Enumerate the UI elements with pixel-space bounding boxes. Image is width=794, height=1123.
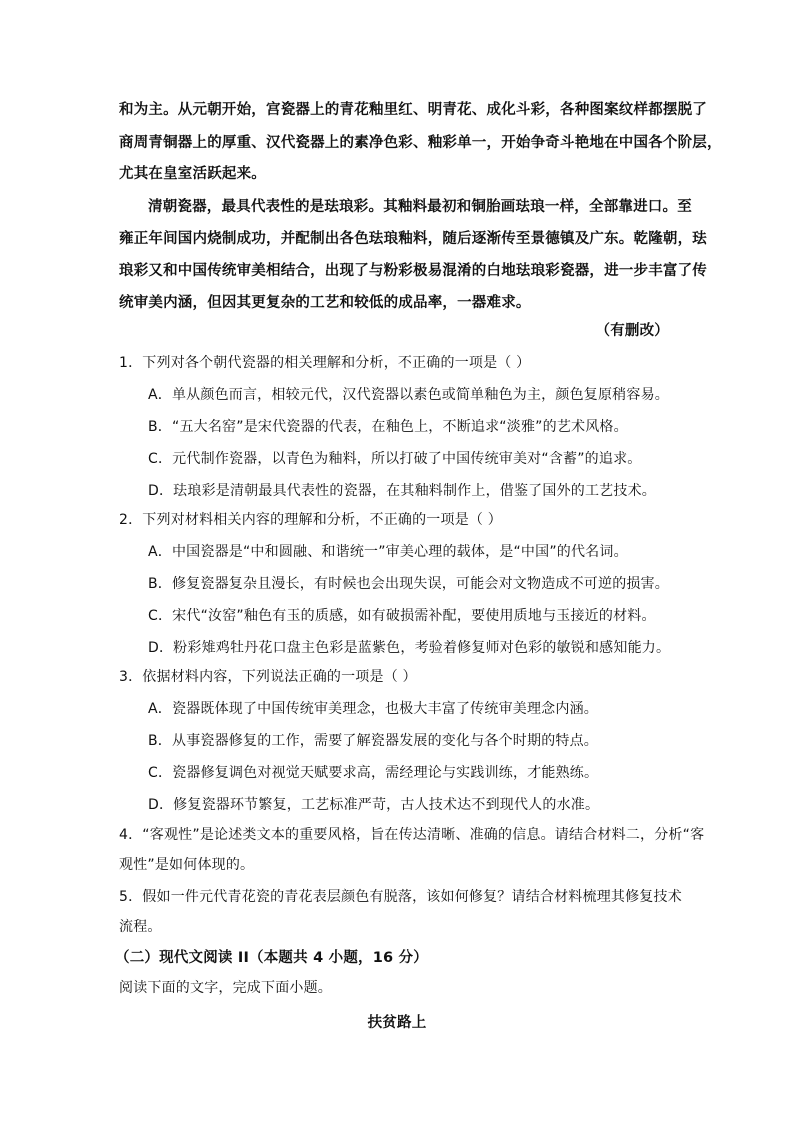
section-heading: （二）现代文阅读 II（本题共 4 小题，16 分） bbox=[115, 950, 428, 966]
article-title: 扶贫路上 bbox=[367, 1014, 427, 1031]
passage-line: 和为主。从元朝开始，宫瓷器上的青花釉里红、明青花、成化斗彩，各种图案纹样都摆脱了 bbox=[119, 101, 707, 118]
question-3-option-c: C．瓷器修复调色对视觉天赋要求高，需经理论与实践训练，才能熟练。 bbox=[148, 765, 599, 781]
question-5-line: 流程。 bbox=[119, 919, 162, 935]
question-1-stem: 1．下列对各个朝代瓷器的相关理解和分析，不正确的一项是（ ） bbox=[119, 355, 531, 371]
passage-line: 琅彩又和中国传统审美相结合，出现了与粉彩极易混淆的白地珐琅彩瓷器，进一步丰富了传 bbox=[119, 262, 707, 279]
question-1-option-b: B．“五大名窑”是宋代瓷器的代表，在釉色上，不断追求“淡雅”的艺术风格。 bbox=[148, 419, 628, 435]
source-note: （有删改） bbox=[595, 322, 669, 339]
question-4-line: 观性”是如何体现的。 bbox=[119, 857, 255, 873]
question-2-option-c: C．宋代“汝窑”釉色有玉的质感，如有破损需补配，要使用质地与玉接近的材料。 bbox=[148, 608, 656, 624]
passage-line: 商周青铜器上的厚重、汉代瓷器上的素净色彩、釉彩单一，开始争奇斗艳地在中国各个阶层， bbox=[119, 134, 722, 151]
question-1-option-c: C．元代制作瓷器，以青色为釉料，所以打破了中国传统审美对“含蓄”的追求。 bbox=[148, 451, 642, 467]
question-3-option-b: B．从事瓷器修复的工作，需要了解瓷器发展的变化与各个时期的特点。 bbox=[148, 733, 599, 749]
question-2-stem: 2．下列对材料相关内容的理解和分析，不正确的一项是（ ） bbox=[119, 512, 502, 528]
question-2-option-d: D．粉彩雉鸡牡丹花口盘主色彩是蓝紫色，考验着修复师对色彩的敏锐和感知能力。 bbox=[148, 640, 671, 656]
passage-line: 统审美内涵，但因其更复杂的工艺和较低的成品率，一器难求。 bbox=[119, 294, 531, 311]
question-5-line: 5．假如一件元代青花瓷的青花表层颜色有脱落，该如何修复？请结合材料梳理其修复技术 bbox=[119, 889, 682, 905]
passage-line: 雍正年间国内烧制成功，并配制出各色珐琅釉料，随后逐渐传至景德镇及广东。乾隆朝，珐 bbox=[119, 230, 707, 247]
question-3-stem: 3．依据材料内容，下列说法正确的一项是（ ） bbox=[119, 669, 417, 685]
question-2-option-b: B．修复瓷器复杂且漫长，有时候也会出现失误，可能会对文物造成不可逆的损害。 bbox=[148, 576, 670, 592]
question-3-option-a: A．瓷器既体现了中国传统审美理念，也极大丰富了传统审美理念内涵。 bbox=[148, 701, 598, 717]
question-2-option-a: A．中国瓷器是“中和圆融、和谐统一”审美心理的载体，是“中国”的代名词。 bbox=[148, 544, 628, 560]
passage-line: 清朝瓷器，最具代表性的是珐琅彩。其釉料最初和铜胎画珐琅一样，全部靠进口。至 bbox=[148, 198, 692, 215]
question-1-option-d: D．珐琅彩是清朝最具代表性的瓷器，在其釉料制作上，借鉴了国外的工艺技术。 bbox=[148, 483, 656, 499]
passage-line: 尤其在皇室活跃起来。 bbox=[119, 165, 266, 182]
section-instruction: 阅读下面的文字，完成下面小题。 bbox=[119, 980, 332, 996]
question-3-option-d: D．修复瓷器环节繁复，工艺标准严苛，古人技术达不到现代人的水准。 bbox=[148, 797, 600, 813]
question-4-line: 4．“客观性”是论述类文本的重要风格，旨在传达清晰、准确的信息。请结合材料二，分析“客 bbox=[119, 827, 705, 843]
question-1-option-a: A．单从颜色而言，相较元代，汉代瓷器以素色或简单釉色为主，颜色复原稍容易。 bbox=[148, 387, 669, 403]
